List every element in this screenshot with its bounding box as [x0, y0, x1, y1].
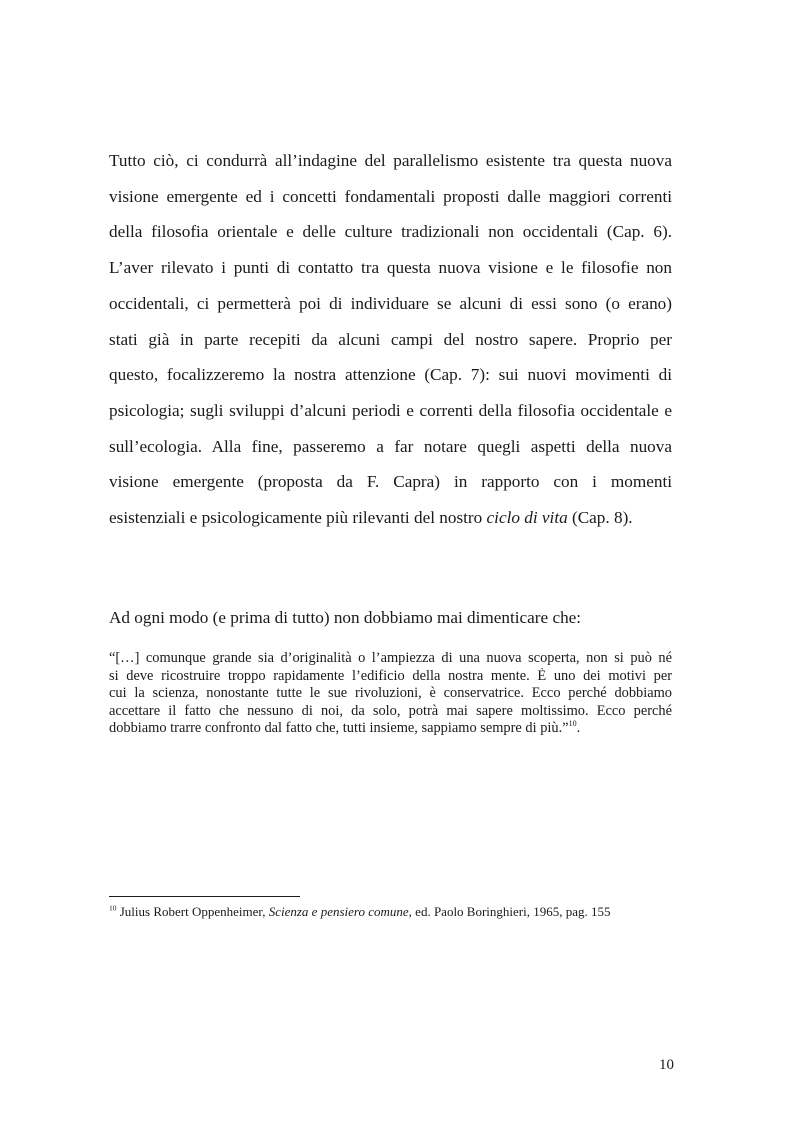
paragraph-line: L’aver rilevato i punti di contatto tra questa nuova visione e le filosofie non [109, 258, 672, 278]
quote-last-line [109, 720, 672, 738]
quote-line: “[…] comunque grande sia d’originalità o l’ampiezza di una nuova scoperta, non si può né [109, 650, 672, 666]
footnote-details: , ed. Paolo Boringhieri, 1965, pag. 155 [408, 904, 611, 919]
body-paragraph [109, 143, 672, 536]
block-quote [109, 650, 672, 738]
paragraph-line: visione emergente ed i concetti fondamentali proposti dalle maggiori correnti [109, 186, 672, 206]
last-line-text: esistenziali e psicologicamente più rilevanti del nostro [109, 508, 487, 528]
quote-line: cui la scienza, nonostante tutte le sue rivoluzioni, è conservatrice. Ecco perché dobbiamo [109, 685, 672, 702]
footnote-author: Julius Robert Oppenheimer, [116, 904, 269, 919]
quote-last-text: dobbiamo trarre confronto dal fatto che, tutti insieme, sappiamo sempre di più.” [109, 720, 569, 737]
footnote-reference[interactable]: 10 [568, 720, 577, 729]
footnote-number: 10 [109, 903, 117, 913]
paragraph-line: visione emergente (proposta da F. Capra) in rapporto con i momenti [109, 472, 672, 492]
italic-term: ciclo di vita [486, 508, 568, 528]
paragraph-line: stati già in parte recepiti da alcuni campi del nostro sapere. Proprio per [109, 329, 672, 349]
footnote-title: Scienza e pensiero comune [268, 904, 409, 919]
last-line-end: (Cap. 8). [567, 508, 633, 528]
page-number: 10 [659, 1057, 674, 1073]
paragraph-line: occidentali, ci permetterà poi di individuare se alcuni di essi sono (o erano) [109, 293, 672, 313]
paragraph-line: psicologia; sugli sviluppi d’alcuni periodi e correnti della filosofia occidentale e [109, 400, 672, 420]
paragraph-line: sull’ecologia. Alla fine, passeremo a far notare quegli aspetti della nuova [109, 436, 672, 456]
paragraph-line: questo, focalizzeremo la nostra attenzione (Cap. 7): sui nuovi movimenti di [109, 365, 672, 385]
intro-line: Ad ogni modo (e prima di tutto) non dobbiamo mai dimenticare che: [109, 608, 582, 627]
footnote-divider [109, 896, 300, 897]
quote-line: accettare il fatto che nessuno di noi, da solo, potrà mai sapere moltissimo. Ecco perché [109, 702, 672, 719]
paragraph-last-line [109, 500, 672, 536]
paragraph-line: della filosofia orientale e delle culture tradizionali non occidentali (Cap. 6). [109, 222, 672, 242]
footnote [109, 904, 672, 920]
quote-line: si deve ricostruire troppo rapidamente l’edificio della nostra mente. È uno dei motivi per [109, 667, 672, 684]
quote-end-punct: . [576, 720, 581, 737]
paragraph-line: Tutto ciò, ci condurrà all’indagine del parallelismo esistente tra questa nuova [109, 151, 672, 170]
